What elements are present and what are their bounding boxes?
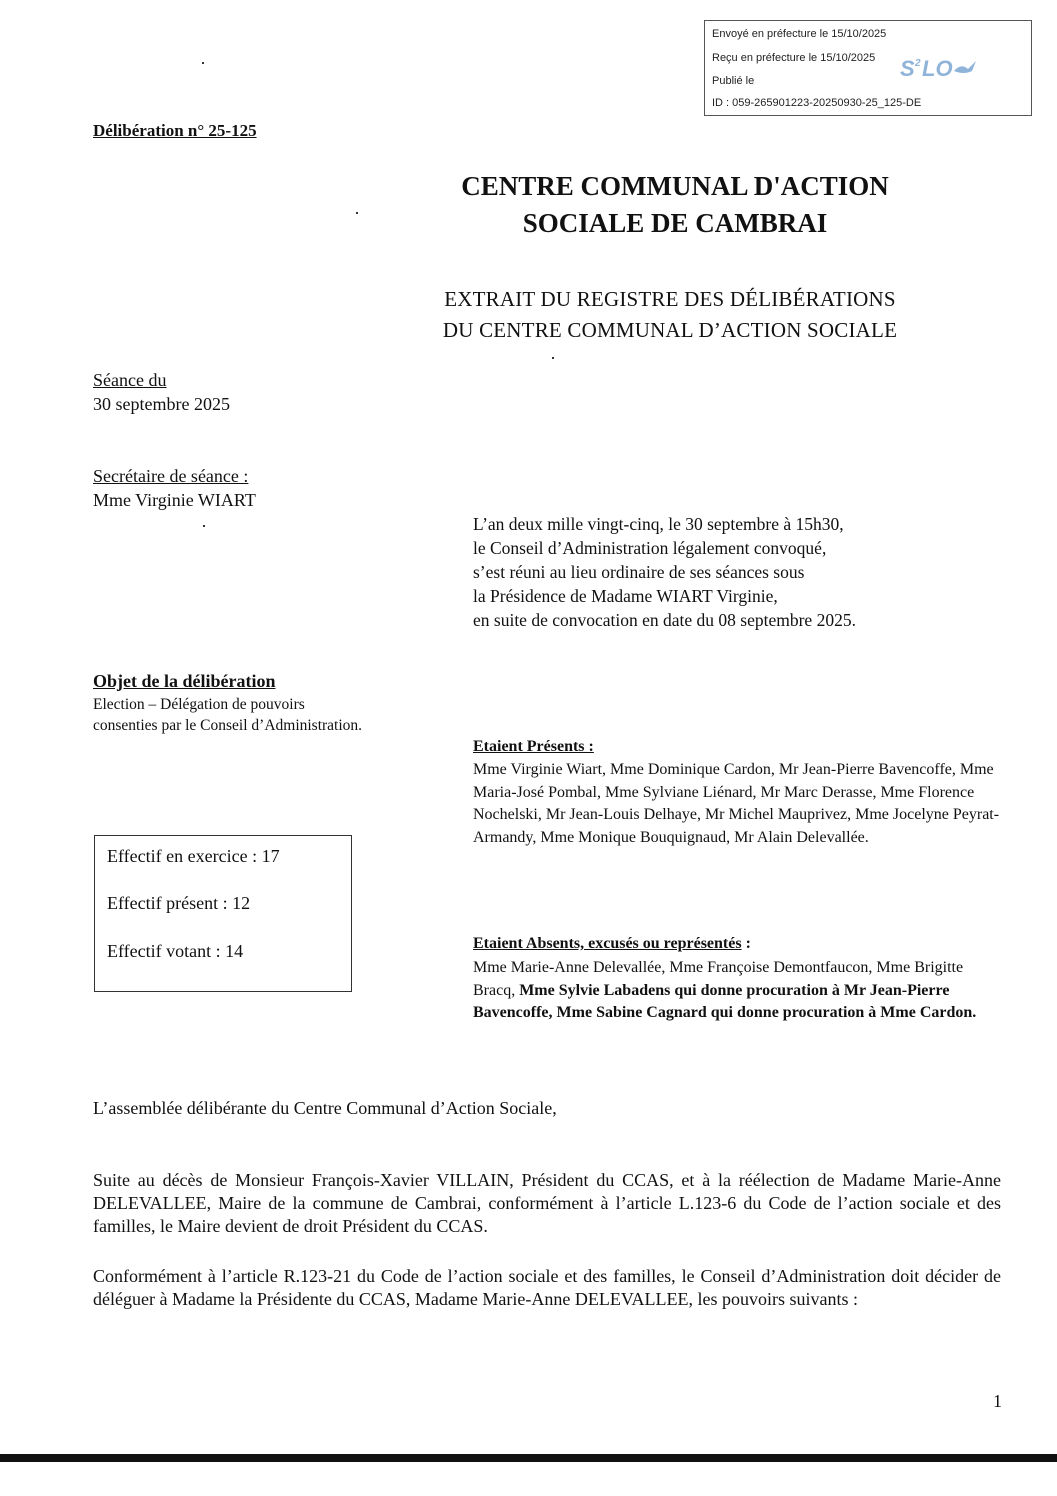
extract-title-line2: DU CENTRE COMMUNAL D’ACTION SOCIALE [442, 318, 898, 342]
svg-text:2: 2 [915, 58, 921, 69]
s2lo-logo [898, 55, 978, 81]
body-paragraph-2: Conformément à l’article R.123-21 du Code de l’action sociale et des familles, le Conseil d’Administration doit décider de déléguer à Madame la Présidente du CCAS, Madame Marie-Anne DELEVALLEE, les pouvoirs suivants : [93, 1266, 1001, 1309]
org-title-line1: CENTRE COMMUNAL D'ACTION [461, 171, 889, 201]
assembly-line: L’assemblée délibérante du Centre Communal d’Action Sociale, [93, 1098, 557, 1118]
seance-label: Séance du [93, 370, 167, 390]
effectif-box [94, 835, 352, 992]
meeting-intro [473, 512, 973, 632]
organization-title [380, 168, 970, 242]
objet-text [93, 694, 453, 736]
effectif-exercice: Effectif en exercice : 17 [107, 846, 280, 866]
stamp-id: ID : 059-265901223-20250930-25_125-DE [712, 97, 922, 109]
objet-line: consenties par le Conseil d’Administration. [93, 717, 363, 734]
scan-speck [552, 357, 554, 359]
objet-title: Objet de la délibération [93, 671, 276, 691]
intro-line: s’est réuni au lieu ordinaire de ses séances sous [473, 562, 805, 582]
stamp-published: Publié le [712, 75, 755, 87]
effectif-votant: Effectif votant : 14 [107, 941, 244, 961]
stamp-sent-date: Envoyé en préfecture le 15/10/2025 [712, 28, 887, 40]
presents-list: Mme Virginie Wiart, Mme Dominique Cardon, Mr Jean-Pierre Bavencoffe, Mme Maria-José Pombal, Mme Sylviane Liénard, Mr Marc Derasse, Mme Florence Nochelski, Mr Jean-Louis Delhaye, Mr Michel Mauprivez, Mme Jocelyne Peyrat-Armandy, Mme Monique Bouquignaud, Mr Alain Delevallée. [473, 761, 1000, 846]
intro-line: en suite de convocation en date du 08 septembre 2025. [473, 610, 856, 630]
intro-line: L’an deux mille vingt-cinq, le 30 septembre à 15h30, [473, 514, 844, 534]
org-title-line2: SOCIALE DE CAMBRAI [522, 208, 828, 238]
extract-title-line1: EXTRAIT DU REGISTRE DES DÉLIBÉRATIONS [444, 287, 896, 311]
scan-speck [356, 212, 358, 214]
stamp-received-date: Reçu en préfecture le 15/10/2025 [712, 52, 876, 64]
body-paragraph-1: Suite au décès de Monsieur François-Xavier VILLAIN, Président du CCAS, et à la réélection de Madame Marie-Anne DELEVALLEE, Maire de la commune de Cambrai, conformément à l’article L.123-6 du Code de l’action sociale et des familles, le Maire devient de droit Président du CCAS. [93, 1170, 1001, 1236]
intro-line: la Présidence de Madame WIART Virginie, [473, 586, 778, 606]
page-number: 1 [993, 1391, 1002, 1411]
secretary-label: Secrétaire de séance : [93, 466, 249, 486]
extract-title [380, 284, 960, 346]
presents-title: Etaient Présents : [473, 738, 594, 755]
absents-title [473, 935, 751, 953]
absents-list [473, 957, 993, 1025]
scan-speck [203, 525, 205, 527]
absents-proxies: Mme Sylvie Labadens qui donne procuration à Mr Jean-Pierre Bavencoffe, Mme Sabine Cagnard qui donne procuration à Mme Cardon. [473, 981, 977, 1021]
scan-speck [202, 62, 204, 64]
scan-border [0, 1454, 1057, 1462]
objet-line: Election – Délégation de pouvoirs [93, 696, 305, 713]
absents-plain: Mme Marie-Anne Delevallée, Mme Françoise Demontfaucon, Mme Brigitte Bracq, [473, 959, 964, 999]
prefecture-stamp [704, 20, 1032, 116]
effectif-present: Effectif présent : 12 [107, 893, 251, 913]
svg-text:LO: LO [922, 56, 953, 81]
deliberation-number: Délibération n° 25-125 [93, 121, 257, 140]
secretary-name: Mme Virginie WIART [93, 490, 256, 510]
svg-text:S: S [900, 56, 915, 81]
absents-title-text: Etaient Absents, excusés ou représentés [473, 935, 742, 952]
absents-title-colon: : [741, 935, 751, 952]
intro-line: le Conseil d’Administration légalement convoqué, [473, 538, 827, 558]
seance-date: 30 septembre 2025 [93, 394, 230, 414]
